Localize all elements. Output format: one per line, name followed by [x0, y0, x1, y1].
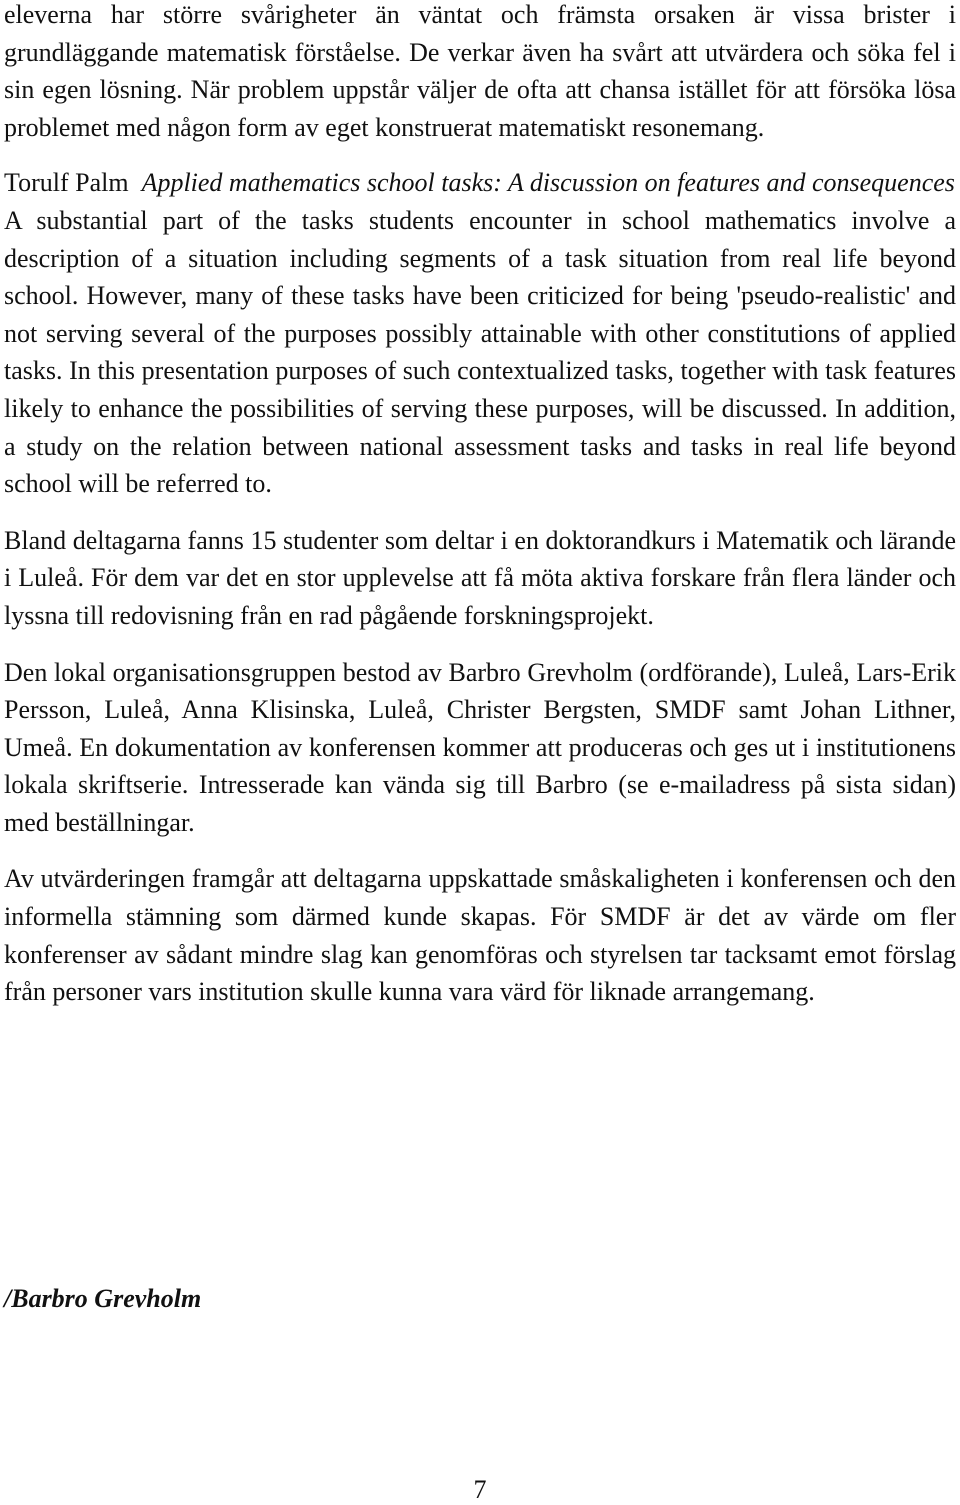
- presentation-author: Torulf Palm: [4, 168, 129, 198]
- presentation-heading: [4, 164, 956, 202]
- signature: /Barbro Grevholm: [4, 1284, 202, 1313]
- document-page: [4, 0, 956, 1011]
- presentation-abstract: A substantial part of the tasks students encounter in school mathematics involve a description of a situation including segments of a task situation from real life beyond school. However, many of these tasks have been criticized for being 'pseudo-realistic' and not serving several of the purposes possibly attainable with other constitutions of applied tasks. In this presentation purposes of such contextualized tasks, together with task features likely to enhance the possibilities of serving these purposes, will be discussed. In addition, a study on the relation between national assessment tasks and tasks in real life beyond school will be referred to.: [4, 205, 956, 499]
- organisation-paragraph: Den lokal organisationsgruppen bestod av Barbro Grevholm (ordförande), Luleå, Lars-Erik Persson, Luleå, Anna Klisinska, Luleå, Christer Bergsten, SMDF samt Johan Lithner, Umeå. En dokumentation av konferensen kommer att produceras och ges ut i institutionens lokala skriftserie. Intresserade kan vända sig till Barbro (se e-mailadress på sista sidan) med beställningar.: [4, 657, 956, 837]
- page-number: 7: [473, 1475, 487, 1504]
- participants-paragraph: Bland deltagarna fanns 15 studenter som deltar i en doktorandkurs i Matematik och lärande i Luleå. För dem var det en stor upplevelse att få möta aktiva forskare från flera länder och lyssna till redovisning från en rad pågående forskningsprojekt.: [4, 525, 956, 630]
- presentation-title: Applied mathematics school tasks: A discussion on features and consequences: [141, 168, 955, 198]
- evaluation-paragraph: Av utvärderingen framgår att deltagarna uppskattade småskaligheten i konferensen och den informella stämning som därmed kunde skapas. För SMDF är det av värde om fler konferenser av sådant mindre slag kan genomföras och styrelsen tar tacksamt emot förslag från personer vars institution skulle kunna vara värd för liknade arrangemang.: [4, 864, 956, 1007]
- intro-paragraph: eleverna har större svårigheter än väntat och främsta orsaken är vissa brister i grundläggande matematisk förståelse. De verkar även ha svårt att utvärdera och söka fel i sin egen lösning. När problem uppstår väljer de ofta att chansa istället för att försöka lösa problemet med någon form av eget konstruerat matematiskt resonemang.: [4, 0, 956, 142]
